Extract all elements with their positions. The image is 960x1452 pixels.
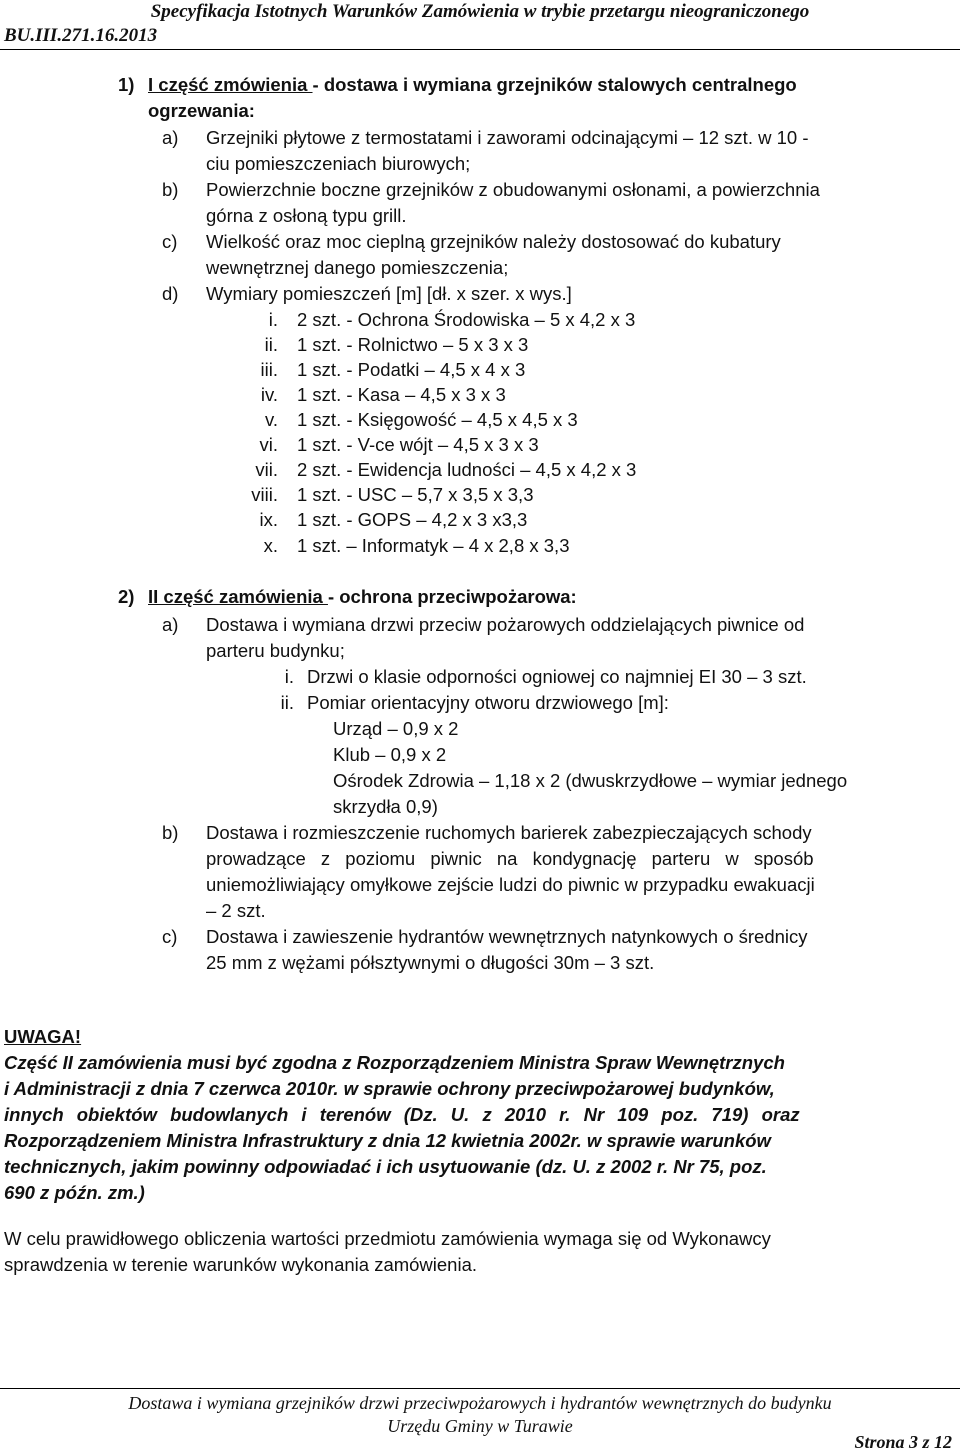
- part1-c-label: c): [162, 231, 178, 252]
- door-measure-osrodek: Ośrodek Zdrowia – 1,18 x 2 (dwuskrzydłowe – wymiar jednego: [333, 770, 848, 791]
- room-number: ix.: [259, 509, 278, 530]
- part1-b-line2: górna z osłoną typu grill.: [206, 205, 407, 226]
- room-item: 1 szt. - GOPS – 4,2 x 3 x3,3: [297, 509, 528, 530]
- part2-b-line1: Dostawa i rozmieszczenie ruchomych barierek zabezpieczających schody: [206, 822, 812, 843]
- warning-line: innych obiektów budowlanych i terenów (Dz. U. z 2010 r. Nr 109 poz. 719) oraz: [4, 1104, 800, 1125]
- door-measure-klub: Klub – 0,9 x 2: [333, 744, 447, 765]
- part2-sub-ii-number: ii.: [280, 692, 294, 713]
- room-number: v.: [264, 409, 278, 430]
- part2-a-line2: parteru budynku;: [206, 640, 345, 661]
- part1-title-underlined: I część zmówienia: [148, 74, 313, 95]
- warning-line: 690 z późn. zm.): [4, 1182, 145, 1203]
- part1-c-line1: Wielkość oraz moc cieplną grzejników należy dostosować do kubatury: [206, 231, 781, 252]
- room-item: 2 szt. - Ewidencja ludności – 4,5 x 4,2 x 3: [297, 459, 637, 480]
- part1-a-line1: Grzejniki płytowe z termostatami i zaworami odcinającymi – 12 szt. w 10 -: [206, 127, 809, 148]
- part2-sub-ii-text: Pomiar orientacyjny otworu drzwiowego [m]:: [307, 692, 669, 713]
- room-item: 1 szt. - Podatki – 4,5 x 4 x 3: [297, 359, 526, 380]
- warning-title: UWAGA!: [4, 1026, 82, 1047]
- footer-divider: [0, 1388, 960, 1389]
- part1-number: 1): [118, 74, 135, 95]
- part2-number: 2): [118, 586, 135, 607]
- part2-b-line2: prowadzące z poziomu piwnic na kondygnację parteru w sposób: [206, 848, 814, 869]
- footer-title: Dostawa i wymiana grzejników drzwi przeciwpożarowych i hydrantów wewnętrznych do budynku: [128, 1393, 832, 1413]
- part1-d-line1: Wymiary pomieszczeń [m] [dł. x szer. x wys.]: [206, 283, 572, 304]
- room-item: 1 szt. - USC – 5,7 x 3,5 x 3,3: [297, 484, 534, 505]
- room-item: 2 szt. - Ochrona Środowiska – 5 x 4,2 x 3: [297, 309, 636, 330]
- closing-line2: sprawdzenia w terenie warunków wykonania zamówienia.: [4, 1254, 478, 1275]
- part2-b-line4: – 2 szt.: [206, 900, 266, 921]
- part2-b-label: b): [162, 822, 179, 843]
- footer-office: Urzędu Gminy w Turawie: [387, 1416, 573, 1436]
- room-item: 1 szt. - Kasa – 4,5 x 3 x 3: [297, 384, 506, 405]
- room-number: i.: [268, 309, 278, 330]
- part2-title-rest: - ochrona przeciwpożarowa:: [327, 586, 577, 607]
- part1-d-label: d): [162, 283, 179, 304]
- room-item: 1 szt. - Rolnictwo – 5 x 3 x 3: [297, 334, 529, 355]
- warning-line: Rozporządzeniem Ministra Infrastruktury z dnia 12 kwietnia 2002r. w sprawie warunków: [4, 1130, 771, 1151]
- part2-title-underlined: II część zamówienia: [148, 586, 328, 607]
- room-number: ii.: [264, 334, 278, 355]
- room-item: 1 szt. - V-ce wójt – 4,5 x 3 x 3: [297, 434, 539, 455]
- part2-sub-i-text: Drzwi o klasie odporności ogniowej co najmniej EI 30 – 3 szt.: [307, 666, 807, 687]
- header-title: Specyfikacja Istotnych Warunków Zamówienia w trybie przetargu nieograniczonego: [150, 1, 810, 22]
- part2-a-label: a): [162, 614, 179, 635]
- room-number: iii.: [260, 359, 278, 380]
- part1-b-line1: Powierzchnie boczne grzejników z obudowanymi osłonami, a powierzchnia: [206, 179, 820, 200]
- header-divider: [0, 49, 960, 50]
- door-measure-osrodek-cont: skrzydła 0,9): [333, 796, 438, 817]
- room-item: 1 szt. - Księgowość – 4,5 x 4,5 x 3: [297, 409, 578, 430]
- part1-title: [148, 72, 797, 98]
- closing-line1: W celu prawidłowego obliczenia wartości przedmiotu zamówienia wymaga się od Wykonawcy: [4, 1228, 771, 1249]
- warning-line: Część II zamówienia musi być zgodna z Rozporządzeniem Ministra Spraw Wewnętrznych: [4, 1052, 785, 1073]
- part2-c-label: c): [162, 926, 178, 947]
- part2-b-line3: uniemożliwiający omyłkowe zejście ludzi do piwnic w przypadku ewakuacji: [206, 874, 815, 895]
- part2-sub-i-number: i.: [284, 666, 294, 687]
- part2-a-line1: Dostawa i wymiana drzwi przeciw pożarowych oddzielających piwnice od: [206, 614, 805, 635]
- part1-a-label: a): [162, 127, 179, 148]
- part2-c-line1: Dostawa i zawieszenie hydrantów wewnętrznych natynkowych o średnicy: [206, 926, 808, 947]
- part2-c-line2: 25 mm z wężami półsztywnymi o długości 30m – 3 szt.: [206, 952, 655, 973]
- part1-title-line2: ogrzewania:: [148, 100, 255, 121]
- warning-line: technicznych, jakim powinny odpowiadać i ich usytuowanie (dz. U. z 2002 r. Nr 75, poz.: [4, 1156, 767, 1177]
- room-item: 1 szt. – Informatyk – 4 x 2,8 x 3,3: [297, 535, 570, 556]
- door-measure-urzad: Urząd – 0,9 x 2: [333, 718, 459, 739]
- part2-title: [148, 584, 577, 610]
- page-number: Strona 3 z 12: [854, 1432, 952, 1452]
- header-reference: BU.III.271.16.2013: [4, 25, 158, 46]
- part1-a-line2: ciu pomieszczeniach biurowych;: [206, 153, 471, 174]
- room-number: x.: [263, 535, 278, 556]
- room-number: vi.: [259, 434, 278, 455]
- warning-line: i Administracji z dnia 7 czerwca 2010r. w sprawie ochrony przeciwpożarowej budynków,: [4, 1078, 775, 1099]
- room-number: iv.: [260, 384, 278, 405]
- room-number: vii.: [255, 459, 278, 480]
- part1-title-rest: - dostawa i wymiana grzejników stalowych centralnego: [312, 74, 797, 95]
- part1-b-label: b): [162, 179, 179, 200]
- part1-c-line2: wewnętrznej danego pomieszczenia;: [206, 257, 509, 278]
- room-number: viii.: [251, 484, 278, 505]
